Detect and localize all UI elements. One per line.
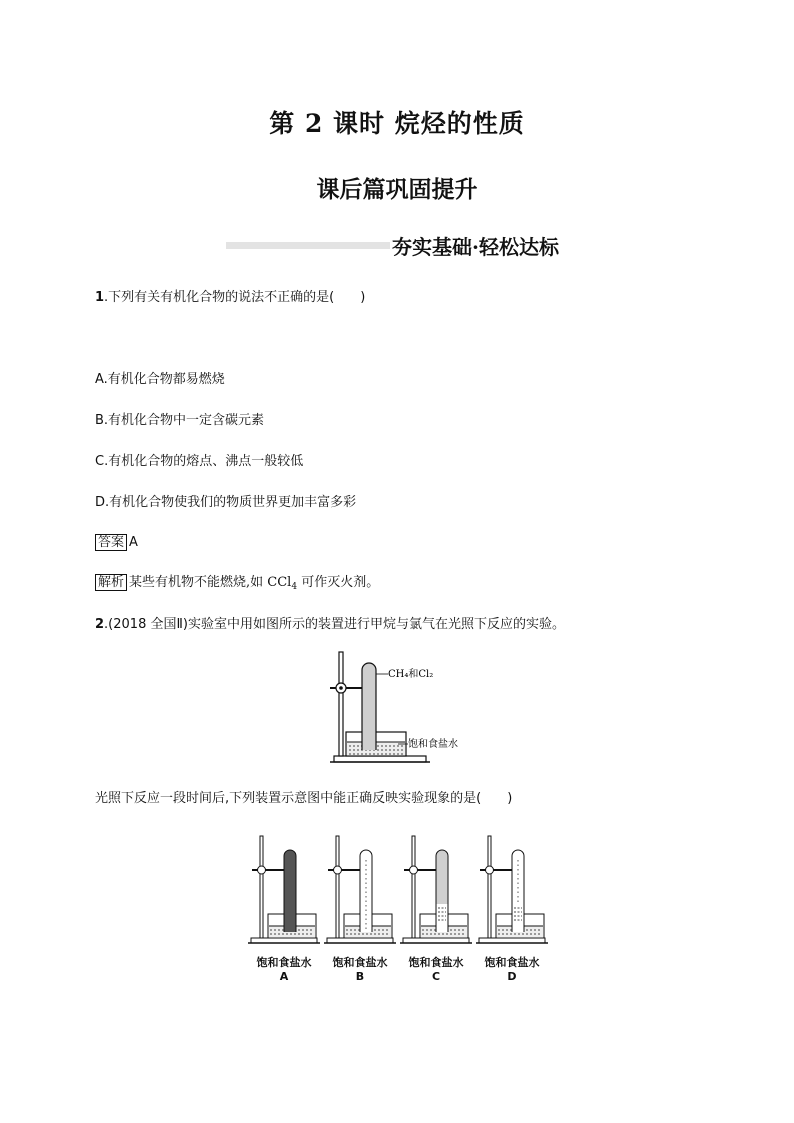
apparatus-figure xyxy=(326,648,476,766)
q1-option-d: D.有机化合物使我们的物质世界更加丰富多彩 xyxy=(95,495,357,510)
option-d-caption: 饱和食盐水 D xyxy=(484,956,540,983)
q1-number: 1 xyxy=(95,290,105,305)
analysis-text-end: 可作灭火剂。 xyxy=(297,575,380,590)
q2-stem xyxy=(95,613,565,632)
lesson-title: 第 2 课时 烷烃的性质 xyxy=(269,109,525,138)
q1-answer xyxy=(95,531,138,550)
answer-tag: 答案 xyxy=(95,534,127,551)
answer-value: A xyxy=(129,535,138,550)
q1-stem-text: .下列有关有机化合物的说法不正确的是( ) xyxy=(104,290,366,305)
stand-base xyxy=(334,756,426,762)
q2-number: 2 xyxy=(95,617,105,632)
option-b-caption: 饱和食盐水 B xyxy=(332,956,388,983)
analysis-tag: 解析 xyxy=(95,574,127,591)
q1-analysis xyxy=(95,571,379,590)
analysis-subscript: 4 xyxy=(291,582,298,592)
stand-rod xyxy=(339,652,343,756)
q1-option-a: A.有机化合物都易燃烧 xyxy=(95,372,225,387)
options-figure xyxy=(246,832,556,982)
page-subtitle: 课后篇巩固提升 xyxy=(316,176,478,203)
q2-stem2: 光照下反应一段时间后,下列装置示意图中能正确反映实验现象的是( ) xyxy=(95,791,513,806)
q1-stem xyxy=(95,286,365,305)
section-bar xyxy=(226,242,390,249)
option-a-caption: 饱和食盐水 A xyxy=(256,956,312,983)
gas-label: CH₄和Cl₂ xyxy=(388,669,434,680)
q1-option-c: C.有机化合物的熔点、沸点一般较低 xyxy=(95,454,304,469)
section-title: 夯实基础·轻松达标 xyxy=(392,234,559,259)
test-tube xyxy=(362,663,376,750)
analysis-text: 某些有机物不能燃烧,如 CCl xyxy=(129,575,292,590)
q2-stem-text: .(2018 全国Ⅱ)实验室中用如图所示的装置进行甲烷与氯气在光照下反应的实验。 xyxy=(104,617,565,632)
option-c-caption: 饱和食盐水 C xyxy=(408,956,464,983)
section-header xyxy=(226,231,559,259)
q1-option-b: B.有机化合物中一定含碳元素 xyxy=(95,413,265,428)
water-label: 饱和食盐水 xyxy=(408,739,458,750)
